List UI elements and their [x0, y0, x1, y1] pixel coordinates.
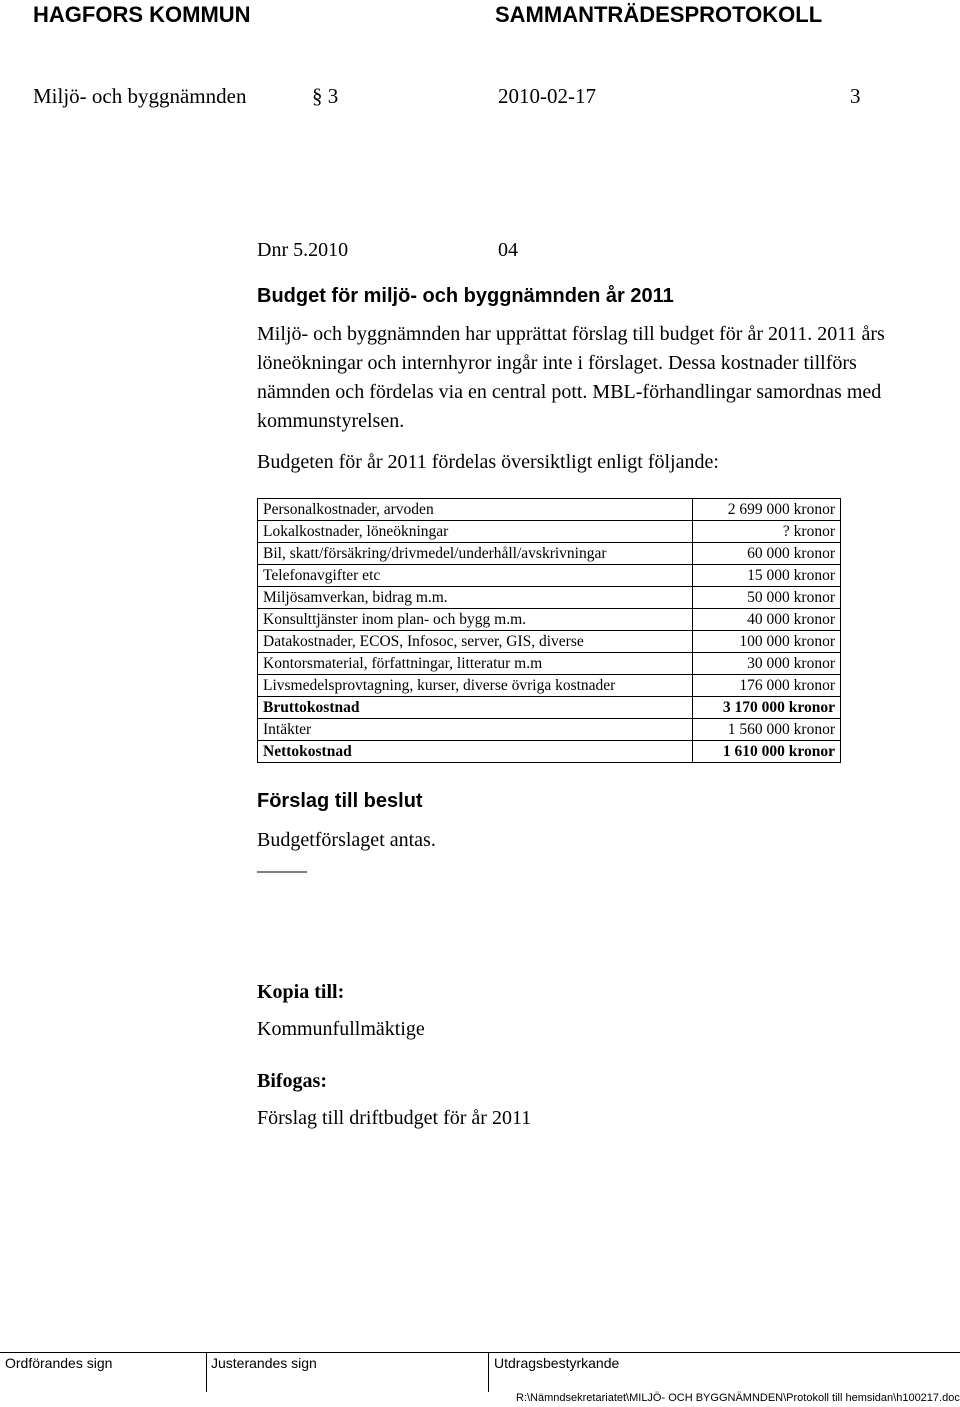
budget-item-label: Miljösamverkan, bidrag m.m. [258, 587, 693, 609]
adjuster-signature-label: Justerandes sign [211, 1355, 317, 1371]
budget-row [258, 609, 841, 631]
proposal-end-rule: _____ [257, 853, 307, 875]
footer-top-rule [0, 1352, 960, 1353]
budget-item-amount: 60 000 kronor [693, 543, 841, 565]
budget-item-label: Bil, skatt/försäkring/drivmedel/underhåll/avskrivningar [258, 543, 693, 565]
budget-item-label: Telefonavgifter etc [258, 565, 693, 587]
budget-item-amount: 50 000 kronor [693, 587, 841, 609]
budget-item-amount: 3 170 000 kronor [693, 697, 841, 719]
budget-table-body [258, 499, 841, 763]
intro-line: löneökningar och internhyror ingår inte i förslaget. Dessa kostnader tillförs [257, 352, 857, 374]
budget-item-amount: ? kronor [693, 521, 841, 543]
case-code: 04 [498, 239, 518, 261]
budget-item-label: Datakostnader, ECOS, Infosoc, server, GIS, diverse [258, 631, 693, 653]
budget-summary-text: Budgeten för år 2011 fördelas översiktligt enligt följande: [257, 451, 719, 473]
budget-item-label: Konsulttjänster inom plan- och bygg m.m. [258, 609, 693, 631]
budget-item-amount: 1 610 000 kronor [693, 741, 841, 763]
intro-paragraph [257, 320, 885, 436]
budget-row [258, 565, 841, 587]
intro-line: kommunstyrelsen. [257, 410, 405, 432]
budget-row [258, 697, 841, 719]
budget-row [258, 521, 841, 543]
budget-row [258, 543, 841, 565]
attachments-text: Förslag till driftbudget för år 2011 [257, 1107, 532, 1129]
budget-item-label: Nettokostnad [258, 741, 693, 763]
budget-row [258, 499, 841, 521]
budget-item-label: Livsmedelsprovtagning, kurser, diverse övriga kostnader [258, 675, 693, 697]
page-number: 3 [850, 84, 861, 108]
committee-name: Miljö- och byggnämnden [33, 84, 247, 108]
budget-item-amount: 15 000 kronor [693, 565, 841, 587]
budget-table [257, 498, 841, 763]
budget-item-label: Intäkter [258, 719, 693, 741]
budget-row [258, 741, 841, 763]
budget-row [258, 653, 841, 675]
attachments-heading: Bifogas: [257, 1070, 327, 1092]
footer-divider [206, 1352, 207, 1392]
budget-item-amount: 100 000 kronor [693, 631, 841, 653]
organization-name: HAGFORS KOMMUN [33, 2, 251, 27]
budget-item-label: Lokalkostnader, löneökningar [258, 521, 693, 543]
budget-item-amount: 176 000 kronor [693, 675, 841, 697]
intro-line: Miljö- och byggnämnden har upprättat förslag till budget för år 2011. 2011 års [257, 323, 885, 345]
intro-line: nämnden och fördelas via en central pott. MBL-förhandlingar samordnas med [257, 381, 882, 403]
budget-item-amount: 1 560 000 kronor [693, 719, 841, 741]
proposal-text: Budgetförslaget antas. [257, 829, 436, 851]
proposal-heading: Förslag till beslut [257, 790, 423, 812]
budget-row [258, 631, 841, 653]
excerpt-certification-label: Utdragsbestyrkande [494, 1355, 620, 1371]
budget-row [258, 719, 841, 741]
chair-signature-label: Ordförandes sign [5, 1355, 113, 1371]
case-title: Budget för miljö- och byggnämnden år 2011 [257, 285, 674, 307]
budget-item-amount: 40 000 kronor [693, 609, 841, 631]
budget-item-amount: 30 000 kronor [693, 653, 841, 675]
file-path: R:\Nämndsekretariatet\MILJÖ- OCH BYGGNÄMNDEN\Protokoll till hemsidan\h100217.doc [516, 1392, 960, 1404]
budget-row [258, 675, 841, 697]
document-type: SAMMANTRÄDESPROTOKOLL [495, 2, 823, 27]
budget-item-label: Bruttokostnad [258, 697, 693, 719]
meeting-date: 2010-02-17 [498, 84, 596, 108]
footer-divider [488, 1352, 489, 1392]
copy-to-recipient: Kommunfullmäktige [257, 1018, 425, 1040]
budget-item-label: Personalkostnader, arvoden [258, 499, 693, 521]
budget-row [258, 587, 841, 609]
budget-item-label: Kontorsmaterial, författningar, litteratur m.m [258, 653, 693, 675]
copy-to-heading: Kopia till: [257, 981, 345, 1003]
paragraph-number: § 3 [312, 84, 339, 108]
case-number: Dnr 5.2010 [257, 239, 349, 261]
budget-item-amount: 2 699 000 kronor [693, 499, 841, 521]
